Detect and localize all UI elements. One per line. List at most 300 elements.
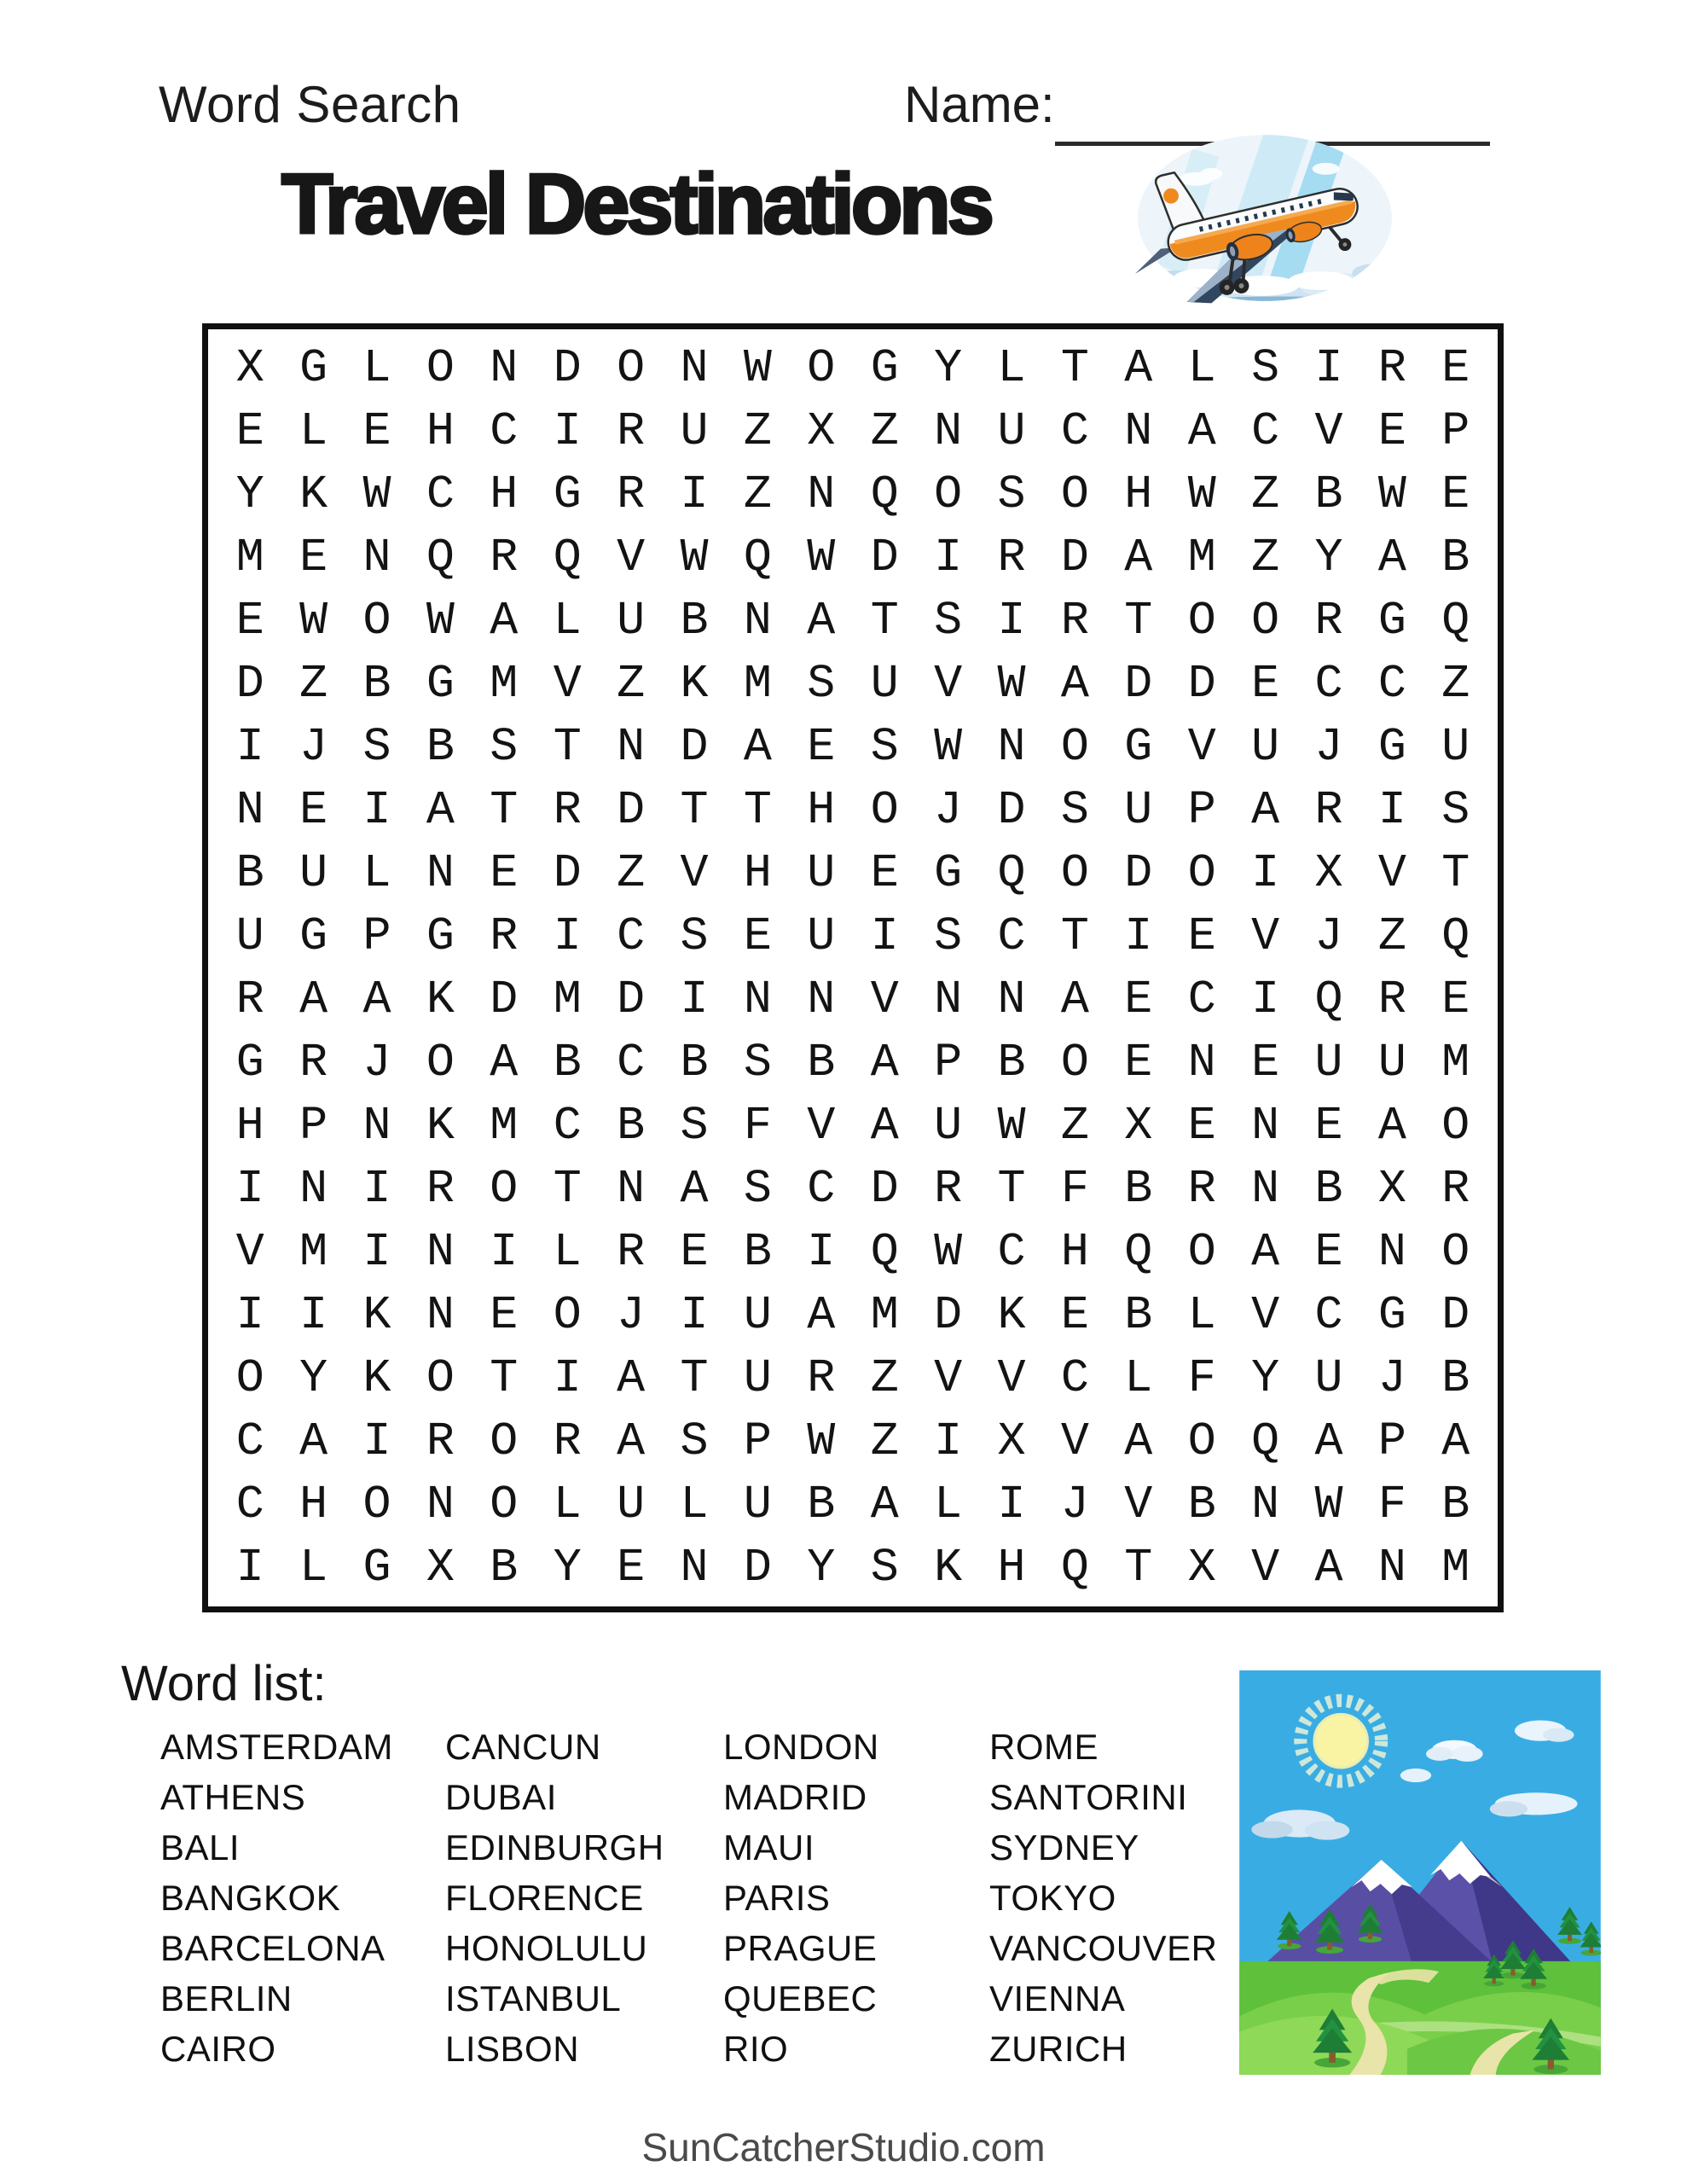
grid-letter: T [553,1162,582,1217]
grid-letter: T [553,719,582,774]
grid-letter: N [743,593,772,648]
grid-letter: B [1314,1162,1343,1217]
grid-letter: B [807,1036,836,1090]
grid-letter: S [870,1541,899,1595]
grid-letter: W [997,1099,1026,1153]
grid-letter: N [807,973,836,1027]
grid-letter: E [807,719,836,774]
grid-letter: G [426,909,455,963]
grid-letter: A [362,973,391,1027]
grid-letter: D [1187,656,1216,711]
grid-letter: R [235,973,264,1027]
grid-letter: Q [426,530,455,584]
grid-letter: V [1251,909,1280,963]
grid-letter: B [680,593,709,648]
grid-letter: A [807,1288,836,1343]
grid-letter: O [1187,593,1216,648]
grid-letter: N [235,782,264,837]
grid-letter: Y [1314,530,1343,584]
grid-letter: X [426,1541,455,1595]
grid-letter: S [743,1036,772,1090]
grid-letter: W [807,530,836,584]
grid-letter: N [1251,1099,1280,1153]
grid-letter: K [680,656,709,711]
grid-letter: L [997,340,1026,395]
grid-letter: U [617,593,646,648]
grid-letter: I [299,1288,328,1343]
grid-letter: N [426,1288,455,1343]
grid-letter: Z [299,656,328,711]
grid-letter: F [743,1099,772,1153]
grid-letter: R [617,467,646,521]
grid-letter: E [1251,656,1280,711]
grid-letter: U [807,909,836,963]
grid-letter: G [1377,593,1406,648]
grid-letter: S [1251,340,1280,395]
grid-letter: U [807,845,836,900]
grid-letter: K [997,1288,1026,1343]
grid-letter: T [680,1351,709,1406]
grid-letter: I [934,1414,963,1469]
grid-letter: L [553,593,582,648]
grid-letter: I [680,467,709,521]
grid-letter: D [680,719,709,774]
grid-letter: R [1314,593,1343,648]
grid-letter: I [1314,340,1343,395]
grid-letter: L [934,1478,963,1532]
grid-letter: O [426,340,455,395]
grid-letter: U [1314,1036,1343,1090]
grid-letter: B [807,1478,836,1532]
grid-letter: D [1441,1288,1470,1343]
grid-letter: K [362,1288,391,1343]
grid-letter: G [299,340,328,395]
grid-letter: E [1441,973,1470,1027]
grid-letter: H [299,1478,328,1532]
grid-letter: N [807,467,836,521]
grid-letter: T [680,782,709,837]
grid-letter: N [1251,1162,1280,1217]
grid-letter: N [426,1478,455,1532]
grid-letter: E [299,782,328,837]
letter-grid [202,323,1504,1612]
grid-letter: U [870,656,899,711]
word-item: FLORENCE [445,1878,644,1918]
grid-letter: S [997,467,1026,521]
grid-letter: D [553,845,582,900]
grid-letter: R [1060,593,1089,648]
grid-letter: O [1060,467,1089,521]
grid-letter: U [997,404,1026,458]
grid-letter: N [934,973,963,1027]
grid-letter: O [490,1162,519,1217]
grid-letter: O [235,1351,264,1406]
grid-letter: O [362,593,391,648]
word-item: VANCOUVER [989,1928,1218,1968]
grid-letter: A [1314,1414,1343,1469]
grid-letter: I [997,1478,1026,1532]
grid-letter: T [1060,340,1089,395]
grid-letter: A [299,1414,328,1469]
grid-letter: K [426,1099,455,1153]
grid-letter: N [362,530,391,584]
grid-letter: C [1187,973,1216,1027]
grid-letter: O [1187,1225,1216,1280]
word-item: BALI [160,1827,241,1867]
grid-letter: B [490,1541,519,1595]
grid-letter: B [1441,1478,1470,1532]
grid-letter: C [1314,656,1343,711]
grid-letter: P [1377,1414,1406,1469]
grid-letter: U [934,1099,963,1153]
grid-letter: S [870,719,899,774]
footer-website: SunCatcherStudio.com [641,2125,1046,2169]
grid-letter: M [1441,1541,1470,1595]
grid-letter: W [1187,467,1216,521]
grid-letter: J [617,1288,646,1343]
grid-letter: E [1441,340,1470,395]
grid-letter: W [1377,467,1406,521]
grid-letter: M [743,656,772,711]
grid-letter: A [1124,530,1153,584]
grid-letter: O [490,1414,519,1469]
grid-letter: C [1060,404,1089,458]
grid-letter: B [1124,1288,1153,1343]
grid-letter: G [1377,1288,1406,1343]
grid-letter: C [997,909,1026,963]
grid-letter: L [553,1225,582,1280]
grid-letter: R [1187,1162,1216,1217]
grid-letter: T [1441,845,1470,900]
grid-letter: Q [1124,1225,1153,1280]
grid-letter: A [1187,404,1216,458]
grid-letter: X [997,1414,1026,1469]
grid-letter: D [617,973,646,1027]
word-item: EDINBURGH [445,1827,664,1867]
grid-letter: O [553,1288,582,1343]
grid-letter: K [362,1351,391,1406]
grid-letter: I [1377,782,1406,837]
grid-letter: R [490,909,519,963]
grid-letter: I [934,530,963,584]
grid-letter: R [617,1225,646,1280]
grid-letter: Y [934,340,963,395]
grid-letter: O [807,340,836,395]
grid-letter: Z [743,467,772,521]
airplane-illustration [1124,125,1404,307]
grid-letter: V [1251,1541,1280,1595]
grid-letter: W [362,467,391,521]
grid-letter: N [1377,1225,1406,1280]
grid-letter: S [680,909,709,963]
grid-letter: L [553,1478,582,1532]
grid-letter: E [299,530,328,584]
grid-letter: Q [870,1225,899,1280]
grid-letter: A [1441,1414,1470,1469]
grid-letter: O [934,467,963,521]
grid-letter: A [1251,1225,1280,1280]
grid-letter: V [1124,1478,1153,1532]
grid-letter: C [235,1478,264,1532]
grid-letter: Z [743,404,772,458]
grid-letter: B [617,1099,646,1153]
grid-letter: V [997,1351,1026,1406]
grid-letter: R [426,1162,455,1217]
grid-letter: Y [235,467,264,521]
grid-letter: U [1251,719,1280,774]
grid-letter: B [997,1036,1026,1090]
grid-letter: C [426,467,455,521]
grid-letter: K [299,467,328,521]
grid-letter: E [1251,1036,1280,1090]
grid-letter: G [1377,719,1406,774]
grid-letter: Z [1377,909,1406,963]
grid-letter: B [680,1036,709,1090]
grid-letter: I [1124,909,1153,963]
grid-letter: L [299,404,328,458]
grid-letter: D [870,1162,899,1217]
grid-letter: E [680,1225,709,1280]
grid-letter: U [743,1351,772,1406]
grid-letter: U [299,845,328,900]
grid-letter: M [553,973,582,1027]
grid-letter: F [1187,1351,1216,1406]
grid-letter: D [1124,656,1153,711]
page-title: Travel Destinations [281,156,991,251]
grid-letter: I [807,1225,836,1280]
grid-letter: A [490,1036,519,1090]
grid-letter: W [807,1414,836,1469]
grid-letter: S [934,593,963,648]
grid-letter: T [997,1162,1026,1217]
grid-letter: E [1314,1225,1343,1280]
grid-letter: B [743,1225,772,1280]
grid-letter: C [1314,1288,1343,1343]
grid-letter: P [299,1099,328,1153]
grid-letter: Z [617,845,646,900]
grid-letter: S [680,1099,709,1153]
grid-letter: B [235,845,264,900]
grid-letter: I [362,782,391,837]
grid-letter: R [1441,1162,1470,1217]
grid-letter: N [997,973,1026,1027]
grid-letter: X [235,340,264,395]
grid-letter: O [1441,1099,1470,1153]
grid-letter: V [1314,404,1343,458]
grid-letter: F [1377,1478,1406,1532]
grid-letter: D [490,973,519,1027]
grid-letter: A [617,1351,646,1406]
grid-letter: H [743,845,772,900]
landscape-illustration [1239,1670,1601,2075]
grid-letter: H [1124,467,1153,521]
grid-letter: W [680,530,709,584]
grid-letter: Z [870,1414,899,1469]
grid-letter: C [1060,1351,1089,1406]
grid-letter: T [1124,593,1153,648]
grid-letter: L [362,845,391,900]
word-item: ZURICH [989,2029,1128,2069]
grid-letter: W [426,593,455,648]
grid-letter: P [934,1036,963,1090]
grid-letter: G [870,340,899,395]
grid-letter: T [1060,909,1089,963]
grid-letter: A [1251,782,1280,837]
grid-letter: O [870,782,899,837]
grid-letter: Q [870,467,899,521]
sheet-type-label: Word Search [159,76,461,133]
grid-letter: N [934,404,963,458]
grid-letter: I [870,909,899,963]
grid-letter: X [1314,845,1343,900]
airplane-icon [1124,125,1404,307]
grid-letter: N [426,845,455,900]
grid-letter: J [362,1036,391,1090]
grid-letter: A [490,593,519,648]
grid-letter: E [235,593,264,648]
grid-letter: M [490,656,519,711]
grid-letter: E [1441,467,1470,521]
word-item: RIO [723,2029,789,2069]
grid-letter: C [1377,656,1406,711]
grid-letter: O [1251,593,1280,648]
grid-letter: H [997,1541,1026,1595]
grid-letter: D [743,1541,772,1595]
grid-letter: G [553,467,582,521]
grid-letter: D [553,340,582,395]
grid-letter: O [426,1036,455,1090]
word-item: LONDON [723,1727,879,1767]
grid-letter: I [490,1225,519,1280]
grid-letter: V [553,656,582,711]
grid-letter: Y [1251,1351,1280,1406]
grid-letter: X [1187,1541,1216,1595]
grid-letter: O [1441,1225,1470,1280]
grid-letter: U [235,909,264,963]
grid-letter: Z [870,1351,899,1406]
grid-letter: A [870,1036,899,1090]
grid-letter: W [299,593,328,648]
grid-letter: R [934,1162,963,1217]
grid-letter: S [490,719,519,774]
grid-letter: N [680,340,709,395]
grid-letter: X [1124,1099,1153,1153]
grid-letter: R [1377,340,1406,395]
grid-letter: M [299,1225,328,1280]
word-list-heading: Word list: [121,1656,327,1711]
grid-letter: R [997,530,1026,584]
grid-letter: N [426,1225,455,1280]
grid-letter: Y [807,1541,836,1595]
grid-letter: J [1060,1478,1089,1532]
grid-letter: D [1124,845,1153,900]
word-item: SANTORINI [989,1777,1188,1817]
grid-letter: R [426,1414,455,1469]
grid-letter: H [235,1099,264,1153]
grid-letter: H [490,467,519,521]
word-column [989,1722,1217,2074]
grid-letter: G [934,845,963,900]
grid-letter: R [553,1414,582,1469]
grid-letter: B [1187,1478,1216,1532]
grid-letter: V [870,973,899,1027]
grid-letter: I [997,593,1026,648]
grid-letter: D [934,1288,963,1343]
grid-letter: E [235,404,264,458]
grid-letter: I [362,1414,391,1469]
grid-letter: O [426,1351,455,1406]
grid-letter: C [235,1414,264,1469]
word-item: MADRID [723,1777,867,1817]
grid-letter: D [617,782,646,837]
grid-letter: V [807,1099,836,1153]
grid-letter: A [1377,1099,1406,1153]
grid-letter: N [299,1162,328,1217]
grid-letter: J [1314,909,1343,963]
grid-letter: O [1060,845,1089,900]
grid-letter: U [1441,719,1470,774]
grid-letter: U [1124,782,1153,837]
grid-letter: G [235,1036,264,1090]
grid-letter: P [1187,782,1216,837]
grid-letter: Q [1251,1414,1280,1469]
grid-letter: U [743,1478,772,1532]
grid-letter: G [1124,719,1153,774]
grid-letter: A [870,1099,899,1153]
grid-letter: M [870,1288,899,1343]
grid-letter: Q [553,530,582,584]
grid-letter: Q [1060,1541,1089,1595]
grid-letter: N [362,1099,391,1153]
grid-letter: Q [1441,909,1470,963]
grid-letter: E [743,909,772,963]
grid-letter: A [1060,656,1089,711]
grid-letter: S [934,909,963,963]
grid-letter: M [1441,1036,1470,1090]
grid-letter: U [680,404,709,458]
grid-letter: E [1377,404,1406,458]
grid-letter: N [617,1162,646,1217]
grid-letter: O [1060,1036,1089,1090]
grid-letter: N [743,973,772,1027]
word-item: QUEBEC [723,1978,878,2018]
word-item: SYDNEY [989,1827,1139,1867]
grid-letter: I [1251,973,1280,1027]
grid-letter: Z [1251,467,1280,521]
grid-letter: A [1377,530,1406,584]
grid-letter: A [870,1478,899,1532]
word-item: DUBAI [445,1777,557,1817]
grid-letter: E [1314,1099,1343,1153]
grid-letter: L [299,1541,328,1595]
grid-letter: C [617,1036,646,1090]
grid-letter: V [934,656,963,711]
grid-letter: E [1060,1288,1089,1343]
grid-letter: I [362,1225,391,1280]
grid-letter: B [1314,467,1343,521]
grid-letter: Y [299,1351,328,1406]
grid-letter: I [235,719,264,774]
grid-letter: G [426,656,455,711]
grid-letter: E [490,845,519,900]
grid-letter: R [1377,973,1406,1027]
word-column [445,1722,664,2074]
grid-letter: C [807,1162,836,1217]
grid-letter: R [299,1036,328,1090]
grid-letter: E [1124,1036,1153,1090]
word-item: ISTANBUL [445,1978,622,2018]
grid-letter: L [1124,1351,1153,1406]
